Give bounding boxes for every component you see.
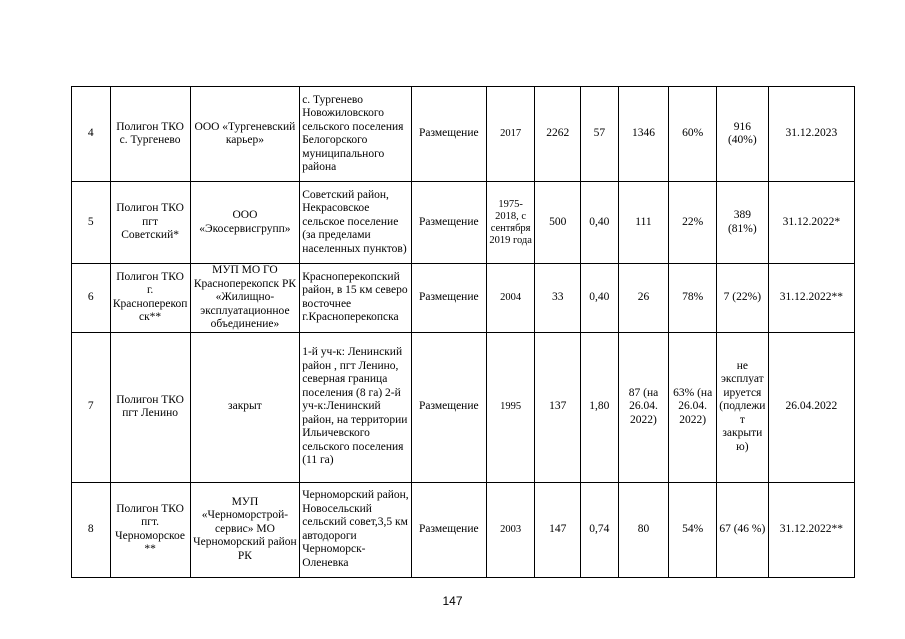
landfill-name-cell: Полигон ТКО г. Красноперекопск** bbox=[110, 264, 190, 333]
landfill-name-cell: Полигон ТКО с. Тургенево bbox=[110, 87, 190, 182]
table-row bbox=[72, 87, 855, 182]
purpose-cell: Размещение bbox=[411, 482, 486, 577]
value-cell-9: 78% bbox=[669, 264, 717, 333]
landfill-name-cell: Полигон ТКО пгт Советский* bbox=[110, 182, 190, 264]
date-cell: 31.12.2023 bbox=[768, 87, 854, 182]
value-cell-8: 87 (на 26.04. 2022) bbox=[618, 332, 669, 482]
landfill-name-cell: Полигон ТКО пгт Ленино bbox=[110, 332, 190, 482]
value-cell-8: 1346 bbox=[618, 87, 669, 182]
value-cell-10: 916 (40%) bbox=[716, 87, 768, 182]
table-row bbox=[72, 264, 855, 333]
row-number-cell: 7 bbox=[72, 332, 111, 482]
row-number-cell: 8 bbox=[72, 482, 111, 577]
row-number-cell: 4 bbox=[72, 87, 111, 182]
purpose-cell: Размещение bbox=[411, 264, 486, 333]
purpose-cell: Размещение bbox=[411, 182, 486, 264]
table-body bbox=[72, 87, 855, 578]
value-cell-8: 80 bbox=[618, 482, 669, 577]
operator-cell: МУП «Черноморстрой-сервис» МО Черноморский район РК bbox=[190, 482, 300, 577]
operator-cell: ООО «Тургеневский карьер» bbox=[190, 87, 300, 182]
value-cell-7: 0,40 bbox=[581, 182, 619, 264]
value-cell-7: 1,80 bbox=[581, 332, 619, 482]
location-cell: Черноморский район, Новосельский сельский совет,3,5 км автодороги Черноморск-Оленевка bbox=[300, 482, 412, 577]
date-cell: 31.12.2022** bbox=[768, 482, 854, 577]
table-row bbox=[72, 182, 855, 264]
row-number-cell: 6 bbox=[72, 264, 111, 333]
location-cell: 1-й уч-к: Ленинский район , пгт Ленино, северная граница поселения (8 га) 2-й уч-к:Ленинский район, на территории Ильичевского сельского поселения (11 га) bbox=[300, 332, 412, 482]
value-cell-6: 137 bbox=[535, 332, 581, 482]
value-cell-9: 22% bbox=[669, 182, 717, 264]
value-cell-9: 63% (на 26.04. 2022) bbox=[669, 332, 717, 482]
value-cell-7: 57 bbox=[581, 87, 619, 182]
purpose-cell: Размещение bbox=[411, 332, 486, 482]
value-cell-10: 67 (46 %) bbox=[716, 482, 768, 577]
date-cell: 31.12.2022** bbox=[768, 264, 854, 333]
value-cell-6: 500 bbox=[535, 182, 581, 264]
value-cell-8: 111 bbox=[618, 182, 669, 264]
value-cell-8: 26 bbox=[618, 264, 669, 333]
table-row bbox=[72, 482, 855, 577]
value-cell-10: 389 (81%) bbox=[716, 182, 768, 264]
value-cell-6: 147 bbox=[535, 482, 581, 577]
purpose-cell: Размещение bbox=[411, 87, 486, 182]
value-cell-9: 54% bbox=[669, 482, 717, 577]
year-cell: 1995 bbox=[486, 332, 535, 482]
page-number: 147 bbox=[442, 594, 463, 608]
table-row bbox=[72, 332, 855, 482]
landfill-registry-table bbox=[71, 86, 855, 578]
value-cell-9: 60% bbox=[669, 87, 717, 182]
location-cell: Советский район, Некрасовское сельское поселение (за пределами населенных пунктов) bbox=[300, 182, 412, 264]
landfill-name-cell: Полигон ТКО пгт. Черноморское** bbox=[110, 482, 190, 577]
value-cell-6: 2262 bbox=[535, 87, 581, 182]
year-cell: 2003 bbox=[486, 482, 535, 577]
value-cell-10: не эксплуатируется (подлежит закрытию) bbox=[716, 332, 768, 482]
operator-cell: закрыт bbox=[190, 332, 300, 482]
date-cell: 31.12.2022* bbox=[768, 182, 854, 264]
year-cell: 2004 bbox=[486, 264, 535, 333]
location-cell: с. Тургенево Новожиловского сельского поселения Белогорского муниципального района bbox=[300, 87, 412, 182]
year-cell: 1975-2018, с сентября 2019 года bbox=[486, 182, 535, 264]
value-cell-6: 33 bbox=[535, 264, 581, 333]
row-number-cell: 5 bbox=[72, 182, 111, 264]
operator-cell: МУП МО ГО Красноперекопск РК «Жилищно-эксплуатационное объединение» bbox=[190, 264, 300, 333]
operator-cell: ООО «Экосервисгрупп» bbox=[190, 182, 300, 264]
date-cell: 26.04.2022 bbox=[768, 332, 854, 482]
value-cell-10: 7 (22%) bbox=[716, 264, 768, 333]
year-cell: 2017 bbox=[486, 87, 535, 182]
value-cell-7: 0,40 bbox=[581, 264, 619, 333]
location-cell: Красноперекопский район, в 15 км северо восточнее г.Красноперекопска bbox=[300, 264, 412, 333]
value-cell-7: 0,74 bbox=[581, 482, 619, 577]
